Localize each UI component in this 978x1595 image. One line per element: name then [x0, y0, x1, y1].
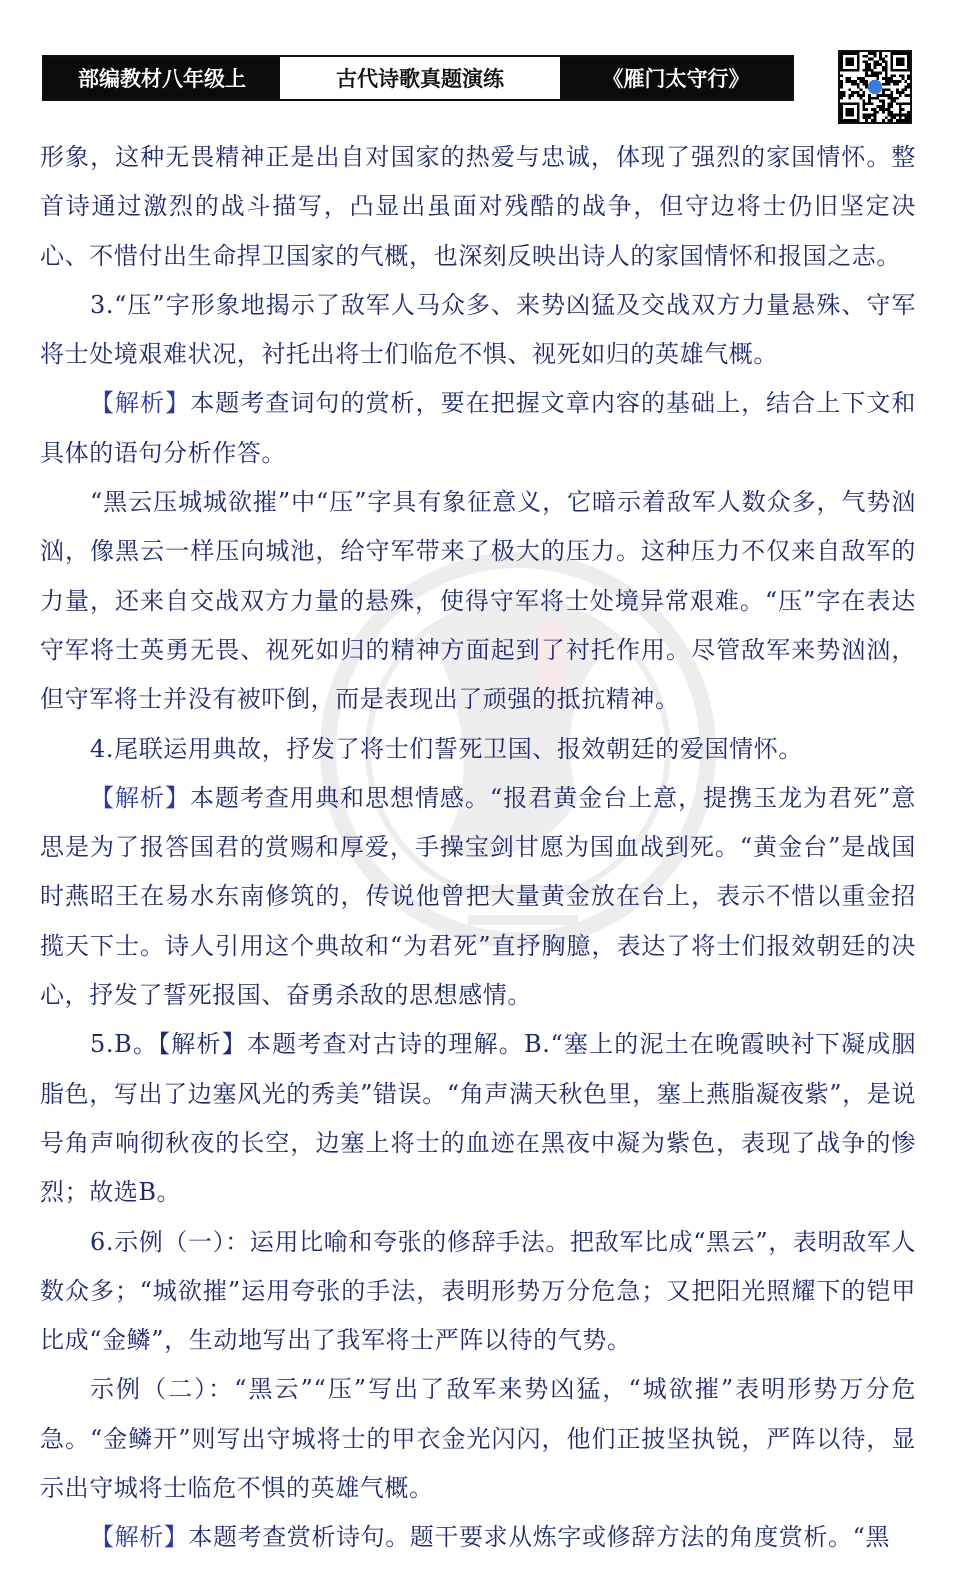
paragraph-text: 本题考查词句的赏析，要在把握文章内容的基础上，结合上下文和具体的语句分析作答。: [40, 389, 916, 467]
header-poem-title: 《雁门太守行》: [560, 57, 792, 99]
analysis-tag: 【解析】: [90, 1523, 189, 1552]
answer-paragraph: [40, 1020, 916, 1217]
paragraph-text: 本题考查用典和思想情感。“报君黄金台上意，提携玉龙为君死”意思是为了报答国君的赏赐和厚爱，手操宝剑甘愿为国血战到死。“黄金台”是战国时燕昭王在易水东南修筑的，传说他曾把大量黄金放在台上，表示不惜以重金招揽天下士。诗人引用这个典故和“为君死”直抒胸臆，表达了将士们报效朝廷的决心，抒发了誓死报国、奋勇杀敌的思想感情。: [40, 783, 916, 1010]
answer-paragraph: [40, 379, 916, 478]
analysis-tag: 【解析】: [90, 389, 191, 418]
paragraph-text: 形象，这种无畏精神正是出自对国家的热爱与忠诚，体现了强烈的家国情怀。整首诗通过激烈的战斗描写，凸显出虽面对残酷的战争，但守边将士仍旧坚定决心、不惜付出生命捍卫国家的气概，也深刻反映出诗人的家国情怀和报国之志。: [40, 143, 916, 270]
answer-paragraph: [40, 1365, 916, 1513]
paragraph-text: 本题考查赏析诗句。题干要求从炼字或修辞方法的角度赏析。“黑: [188, 1523, 891, 1552]
answer-paragraph: [40, 133, 916, 281]
paragraph-text: 示例（二）：“黑云”“压”写出了敌军来势凶猛，“城欲摧”表明形势万分危急。“金鳞开”则写出守城将士的甲衣金光闪闪，他们正披坚执锐，严阵以待，显示出守城将士临危不惧的英雄气概。: [40, 1375, 916, 1503]
answer-paragraph: [40, 1218, 916, 1366]
answer-paragraph: [40, 281, 916, 380]
paragraph-text: “黑云压城城欲摧”中“压”字具有象征意义，它暗示着敌军人数众多，气势汹汹，像黑云一样压向城池，给守军带来了极大的压力。这种压力不仅来自敌军的力量，还来自交战双方力量的悬殊，使得守军将士处境异常艰难。“压”字在表达守军将士英勇无畏、视死如归的精神方面起到了衬托作用。尽管敌军来势汹汹，但守军将士并没有被吓倒，而是表现出了顽强的抵抗精神。: [40, 488, 916, 714]
paragraph-text: 4.尾联运用典故，抒发了将士们誓死卫国、报效朝廷的爱国情怀。: [90, 734, 803, 763]
qr-code-icon: [838, 50, 912, 124]
answer-content: [40, 133, 916, 1563]
header-grade-label: 部编教材八年级上: [44, 57, 280, 99]
header-banner: [42, 55, 794, 101]
answer-paragraph: [40, 774, 916, 1020]
paragraph-text: 5.B。【解析】本题考查对古诗的理解。B.“塞上的泥土在晚霞映衬下凝成胭脂色，写出了边塞风光的秀美”错误。“角声满天秋色里，塞上燕脂凝夜紫”，是说号角声响彻秋夜的长空，边塞上将士的血迹在黑夜中凝为紫色，表现了战争的惨烈；故选B。: [40, 1030, 916, 1207]
paragraph-text: 6.示例（一）：运用比喻和夸张的修辞手法。把敌军比成“黑云”，表明敌军人数众多；“城欲摧”运用夸张的手法，表明形势万分危急；又把阳光照耀下的铠甲比成“金鳞”，生动地写出了我军将士严阵以待的气势。: [40, 1227, 916, 1355]
answer-paragraph: [40, 1513, 916, 1562]
answer-paragraph: [40, 478, 916, 724]
analysis-tag: 【解析】: [90, 783, 190, 812]
paragraph-text: 3.“压”字形象地揭示了敌军人马众多、来势凶猛及交战双方力量悬殊、守军将士处境艰难状况，衬托出将士们临危不惧、视死如归的英雄气概。: [40, 290, 916, 369]
answer-paragraph: [40, 725, 916, 774]
header-section-title: 古代诗歌真题演练: [280, 57, 560, 99]
